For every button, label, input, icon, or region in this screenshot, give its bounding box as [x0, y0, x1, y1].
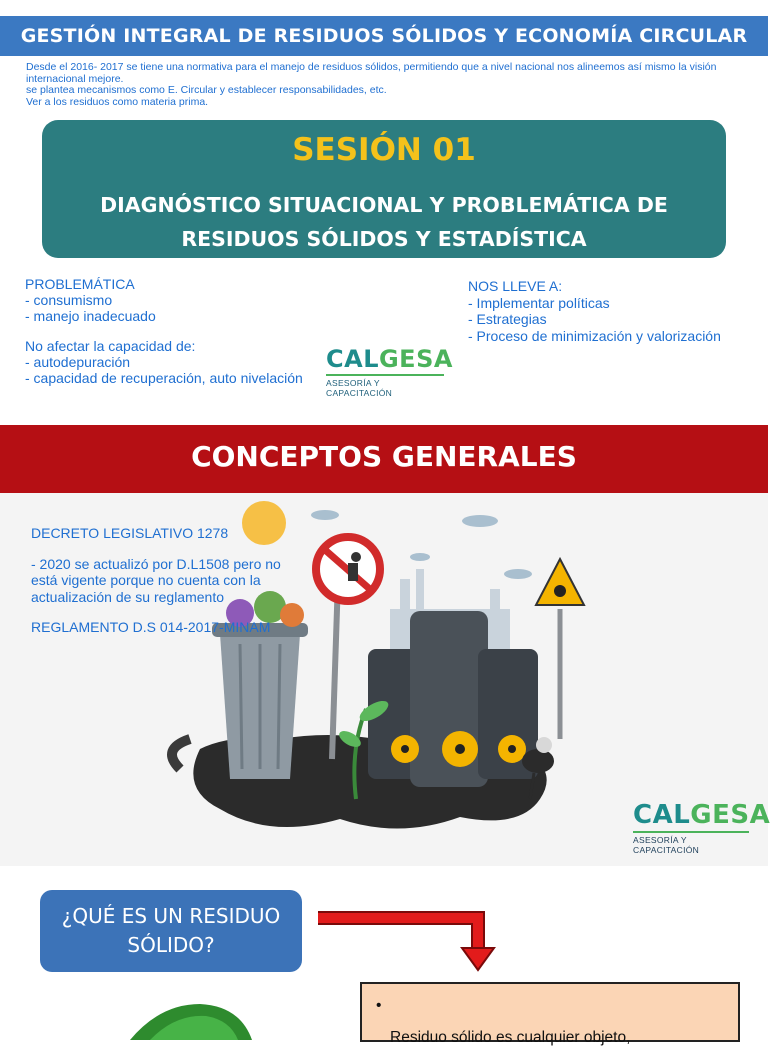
logo-tagline: ASESORÍA Y CAPACITACIÓN [326, 378, 393, 398]
calgesa-logo [633, 800, 770, 855]
slide-1-header-bar [0, 16, 768, 56]
session-subtitle-line-2: RESIDUOS SÓLIDOS Y ESTADÍSTICA [181, 227, 587, 251]
speaker-notes [26, 62, 746, 108]
arrow-right-down-icon [318, 910, 518, 976]
outcome-column [468, 278, 758, 344]
slide-2 [0, 432, 768, 866]
session-subtitle-line-1: DIAGNÓSTICO SITUACIONAL Y PROBLEMÁTICA DE [100, 193, 668, 217]
legal-regulation: REGLAMENTO D.S 014-2017-MINAM [31, 619, 271, 635]
hazard-sign-icon [536, 559, 584, 739]
slide-3 [0, 866, 768, 1046]
recycle-icon [120, 1000, 260, 1040]
legal-framework-text [31, 525, 281, 650]
slide-2-header: CONCEPTOS GENERALES [191, 440, 577, 473]
slide-1-header: GESTIÓN INTEGRAL DE RESIDUOS SÓLIDOS Y ECONOMÍA CIRCULAR [20, 25, 748, 47]
slide-1 [0, 0, 768, 410]
question-box [40, 890, 302, 972]
question-text: ¿QUÉ ES UN RESIDUO SÓLIDO? [61, 904, 281, 957]
capacity-item: - autodepuración [25, 354, 131, 370]
problem-item: - consumismo [25, 292, 113, 308]
outcome-heading: NOS LLEVE A: [468, 278, 563, 294]
outcome-item: - Implementar políticas [468, 294, 610, 311]
session-banner [42, 120, 726, 258]
definition-box [360, 982, 740, 1046]
legal-update-note: - 2020 se actualizó por D.L1508 pero no está vigente porque no cuenta con la actualización de su reglamento [31, 555, 281, 605]
logo-wordmark: CALGESA [633, 800, 770, 830]
capacity-item: - capacidad de recuperación, auto nivelación [25, 370, 303, 386]
note-2: se plantea mecanismos como E. Circular y establecer responsabilidades, etc. [26, 84, 387, 96]
outcome-item: - Proceso de minimización y valorización [468, 327, 721, 344]
capacity-heading: No afectar la capacidad de: [25, 338, 196, 354]
logo-tagline: ASESORÍA Y CAPACITACIÓN [633, 835, 700, 855]
definition-text: • Residuo sólido es cualquier objeto, [376, 997, 631, 1046]
logo-underline [326, 374, 444, 376]
outcome-item: - Estrategias [468, 311, 547, 327]
session-subtitle [62, 188, 706, 256]
logo-underline [633, 831, 749, 833]
problem-heading: PROBLEMÁTICA [25, 276, 135, 292]
note-1: Desde el 2016- 2017 se tiene una normativa para el manejo de residuos sólidos, permitiendo que a nivel nacional nos alineemos así mismo la visión internacional mejore. [26, 61, 717, 85]
problem-column [25, 276, 345, 386]
calgesa-logo [326, 345, 453, 398]
slide-2-header-bar [0, 425, 768, 493]
session-title: SESIÓN 01 [292, 132, 476, 168]
legal-decree: DECRETO LEGISLATIVO 1278 [31, 525, 229, 541]
note-3: Ver a los residuos como materia prima. [26, 95, 209, 108]
logo-wordmark: CALGESA [326, 345, 453, 373]
problem-item: - manejo inadecuado [25, 308, 156, 324]
